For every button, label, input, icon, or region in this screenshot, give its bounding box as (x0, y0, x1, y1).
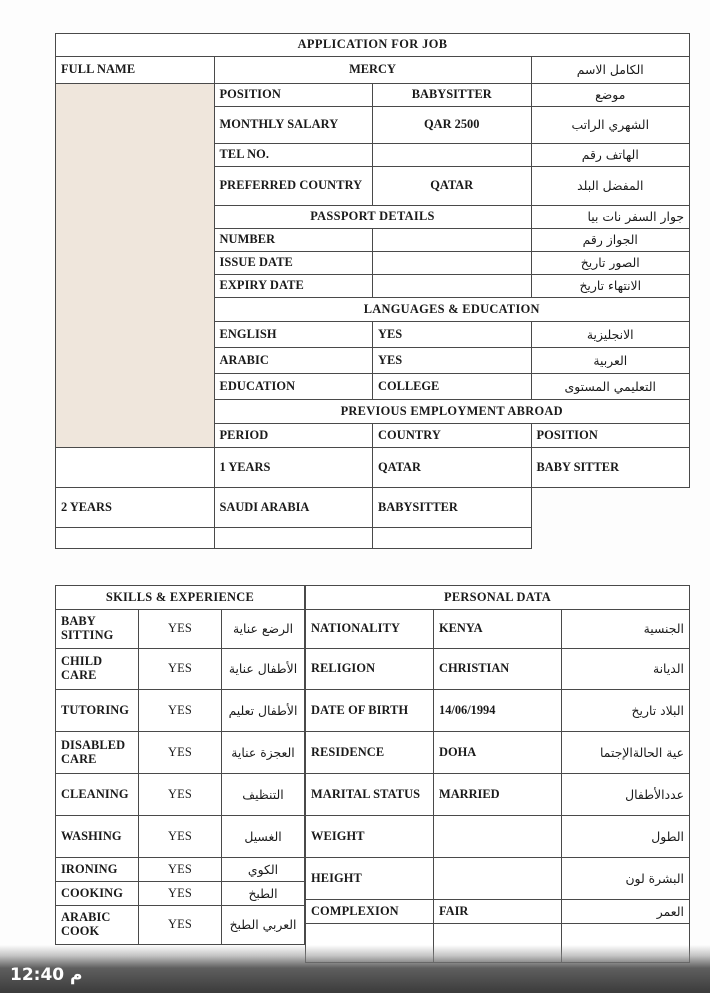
table-row (56, 488, 690, 528)
table-row (56, 816, 305, 858)
passport-section-title: PASSPORT DETAILS (214, 206, 531, 229)
skill-label-7: COOKING (56, 882, 139, 906)
table-row (306, 586, 690, 610)
applicant-photo (56, 84, 215, 448)
personal-label-6: HEIGHT (306, 858, 434, 900)
job-label-3: PREFERRED COUNTRY (214, 167, 373, 206)
skill-label-6: IRONING (56, 858, 139, 882)
table-row (306, 732, 690, 774)
employment-period-0: 1 YEARS (214, 448, 373, 488)
skill-label-5: WASHING (56, 816, 139, 858)
employment-period-1: 2 YEARS (56, 488, 215, 528)
skills-table (55, 585, 305, 945)
language-arabic-2: التعليمي المستوى (531, 374, 690, 400)
job-arabic-3: المفضل البلد (531, 167, 690, 206)
table-row (56, 858, 305, 882)
table-row (56, 448, 690, 488)
personal-data-table (305, 585, 690, 963)
passport-arabic-1: الصور تاريخ (531, 252, 690, 275)
personal-label-3: RESIDENCE (306, 732, 434, 774)
language-arabic-1: العربية (531, 348, 690, 374)
personal-value-7: FAIR (434, 900, 562, 924)
passport-label-2: EXPIRY DATE (214, 275, 373, 298)
skill-arabic-5: الغسيل (222, 816, 305, 858)
passport-label-1: ISSUE DATE (214, 252, 373, 275)
table-row (56, 528, 690, 549)
table-row (56, 586, 305, 610)
skill-label-0: BABY SITTING (56, 610, 139, 649)
personal-arabic-1: الديانة (562, 649, 690, 690)
full-name-value: MERCY (214, 57, 531, 84)
job-arabic-2: الهاتف رقم (531, 144, 690, 167)
system-taskbar[interactable] (0, 945, 710, 993)
employment-position-0: BABY SITTER (531, 448, 690, 488)
personal-value-1: CHRISTIAN (434, 649, 562, 690)
job-value-2 (373, 144, 532, 167)
table-row (306, 858, 690, 900)
job-label-2: TEL NO. (214, 144, 373, 167)
job-value-1: QAR 2500 (373, 107, 532, 144)
skill-arabic-6: الكوي (222, 858, 305, 882)
table-row (56, 906, 305, 945)
job-value-0: BABYSITTER (373, 84, 532, 107)
employment-country-0: QATAR (373, 448, 532, 488)
skill-value-6: YES (139, 858, 222, 882)
skill-arabic-3: العجزة عناية (222, 732, 305, 774)
table-row (306, 649, 690, 690)
skill-arabic-7: الطبخ (222, 882, 305, 906)
job-arabic-0: موضع (531, 84, 690, 107)
skill-arabic-4: التنظيف (222, 774, 305, 816)
personal-arabic-7: العمر (562, 900, 690, 924)
table-row (306, 900, 690, 924)
personal-arabic-6: البشرة لون (562, 858, 690, 900)
personal-arabic-3: عية الحالةالإجتما (562, 732, 690, 774)
personal-value-5 (434, 816, 562, 858)
skill-label-2: TUTORING (56, 690, 139, 732)
employment-position-1: BABYSITTER (373, 488, 532, 528)
skill-value-1: YES (139, 649, 222, 690)
skill-value-7: YES (139, 882, 222, 906)
skill-value-0: YES (139, 610, 222, 649)
passport-value-1 (373, 252, 532, 275)
skill-arabic-0: الرضع عناية (222, 610, 305, 649)
language-label-1: ARABIC (214, 348, 373, 374)
table-row (306, 774, 690, 816)
table-row (306, 690, 690, 732)
table-row (306, 816, 690, 858)
employment-section-title: PREVIOUS EMPLOYMENT ABROAD (214, 400, 690, 424)
personal-value-0: KENYA (434, 610, 562, 649)
skill-arabic-8: العربي الطبخ (222, 906, 305, 945)
skill-label-1: CHILD CARE (56, 649, 139, 690)
passport-label-0: NUMBER (214, 229, 373, 252)
table-row (56, 34, 690, 57)
passport-arabic-2: الانتهاء تاريخ (531, 275, 690, 298)
table-row (56, 649, 305, 690)
personal-label-5: WEIGHT (306, 816, 434, 858)
language-value-2: COLLEGE (373, 374, 532, 400)
table-row (56, 690, 305, 732)
employment-position-2 (373, 528, 532, 549)
personal-section-title: PERSONAL DATA (306, 586, 690, 610)
application-top-table (55, 33, 690, 549)
skill-label-3: DISABLED CARE (56, 732, 139, 774)
personal-value-4: MARRIED (434, 774, 562, 816)
skill-arabic-2: الأطفال تعليم (222, 690, 305, 732)
table-row (56, 774, 305, 816)
document-title: APPLICATION FOR JOB (56, 34, 690, 57)
skill-label-4: CLEANING (56, 774, 139, 816)
personal-label-7: COMPLEXION (306, 900, 434, 924)
table-row (56, 57, 690, 84)
personal-value-3: DOHA (434, 732, 562, 774)
skill-label-8: ARABIC COOK (56, 906, 139, 945)
job-label-1: MONTHLY SALARY (214, 107, 373, 144)
employment-header-position: POSITION (531, 424, 690, 448)
job-label-0: POSITION (214, 84, 373, 107)
passport-arabic-0: الجواز رقم (531, 229, 690, 252)
skill-value-3: YES (139, 732, 222, 774)
personal-label-4: MARITAL STATUS (306, 774, 434, 816)
language-value-0: YES (373, 322, 532, 348)
personal-label-1: RELIGION (306, 649, 434, 690)
language-label-2: EDUCATION (214, 374, 373, 400)
personal-arabic-2: البلاد تاريخ (562, 690, 690, 732)
skill-value-8: YES (139, 906, 222, 945)
personal-arabic-0: الجنسية (562, 610, 690, 649)
personal-arabic-5: الطول (562, 816, 690, 858)
employment-country-1: SAUDI ARABIA (214, 488, 373, 528)
full-name-arabic: الكامل الاسم (531, 57, 690, 84)
language-arabic-0: الانجليزية (531, 322, 690, 348)
passport-section-arabic: جوار السفر نات بيا (531, 206, 690, 229)
personal-label-2: DATE OF BIRTH (306, 690, 434, 732)
employment-header-period: PERIOD (214, 424, 373, 448)
personal-value-2: 14/06/1994 (434, 690, 562, 732)
table-row (56, 84, 690, 107)
taskbar-clock[interactable]: 12:40 م (10, 965, 83, 985)
skill-value-2: YES (139, 690, 222, 732)
table-row (306, 610, 690, 649)
skill-arabic-1: الأطفال عناية (222, 649, 305, 690)
languages-section-title: LANGUAGES & EDUCATION (214, 298, 690, 322)
table-row (56, 610, 305, 649)
personal-arabic-4: عددالأطفال (562, 774, 690, 816)
table-row (56, 882, 305, 906)
skills-section-title: SKILLS & EXPERIENCE (56, 586, 305, 610)
skill-value-5: YES (139, 816, 222, 858)
employment-period-2 (56, 528, 215, 549)
job-arabic-1: الشهري الراتب (531, 107, 690, 144)
skill-value-4: YES (139, 774, 222, 816)
table-row (56, 732, 305, 774)
language-label-0: ENGLISH (214, 322, 373, 348)
passport-value-0 (373, 229, 532, 252)
personal-label-0: NATIONALITY (306, 610, 434, 649)
job-value-3: QATAR (373, 167, 532, 206)
full-name-label: FULL NAME (56, 57, 215, 84)
employment-country-2 (214, 528, 373, 549)
passport-value-2 (373, 275, 532, 298)
employment-header-country: COUNTRY (373, 424, 532, 448)
language-value-1: YES (373, 348, 532, 374)
personal-value-6 (434, 858, 562, 900)
